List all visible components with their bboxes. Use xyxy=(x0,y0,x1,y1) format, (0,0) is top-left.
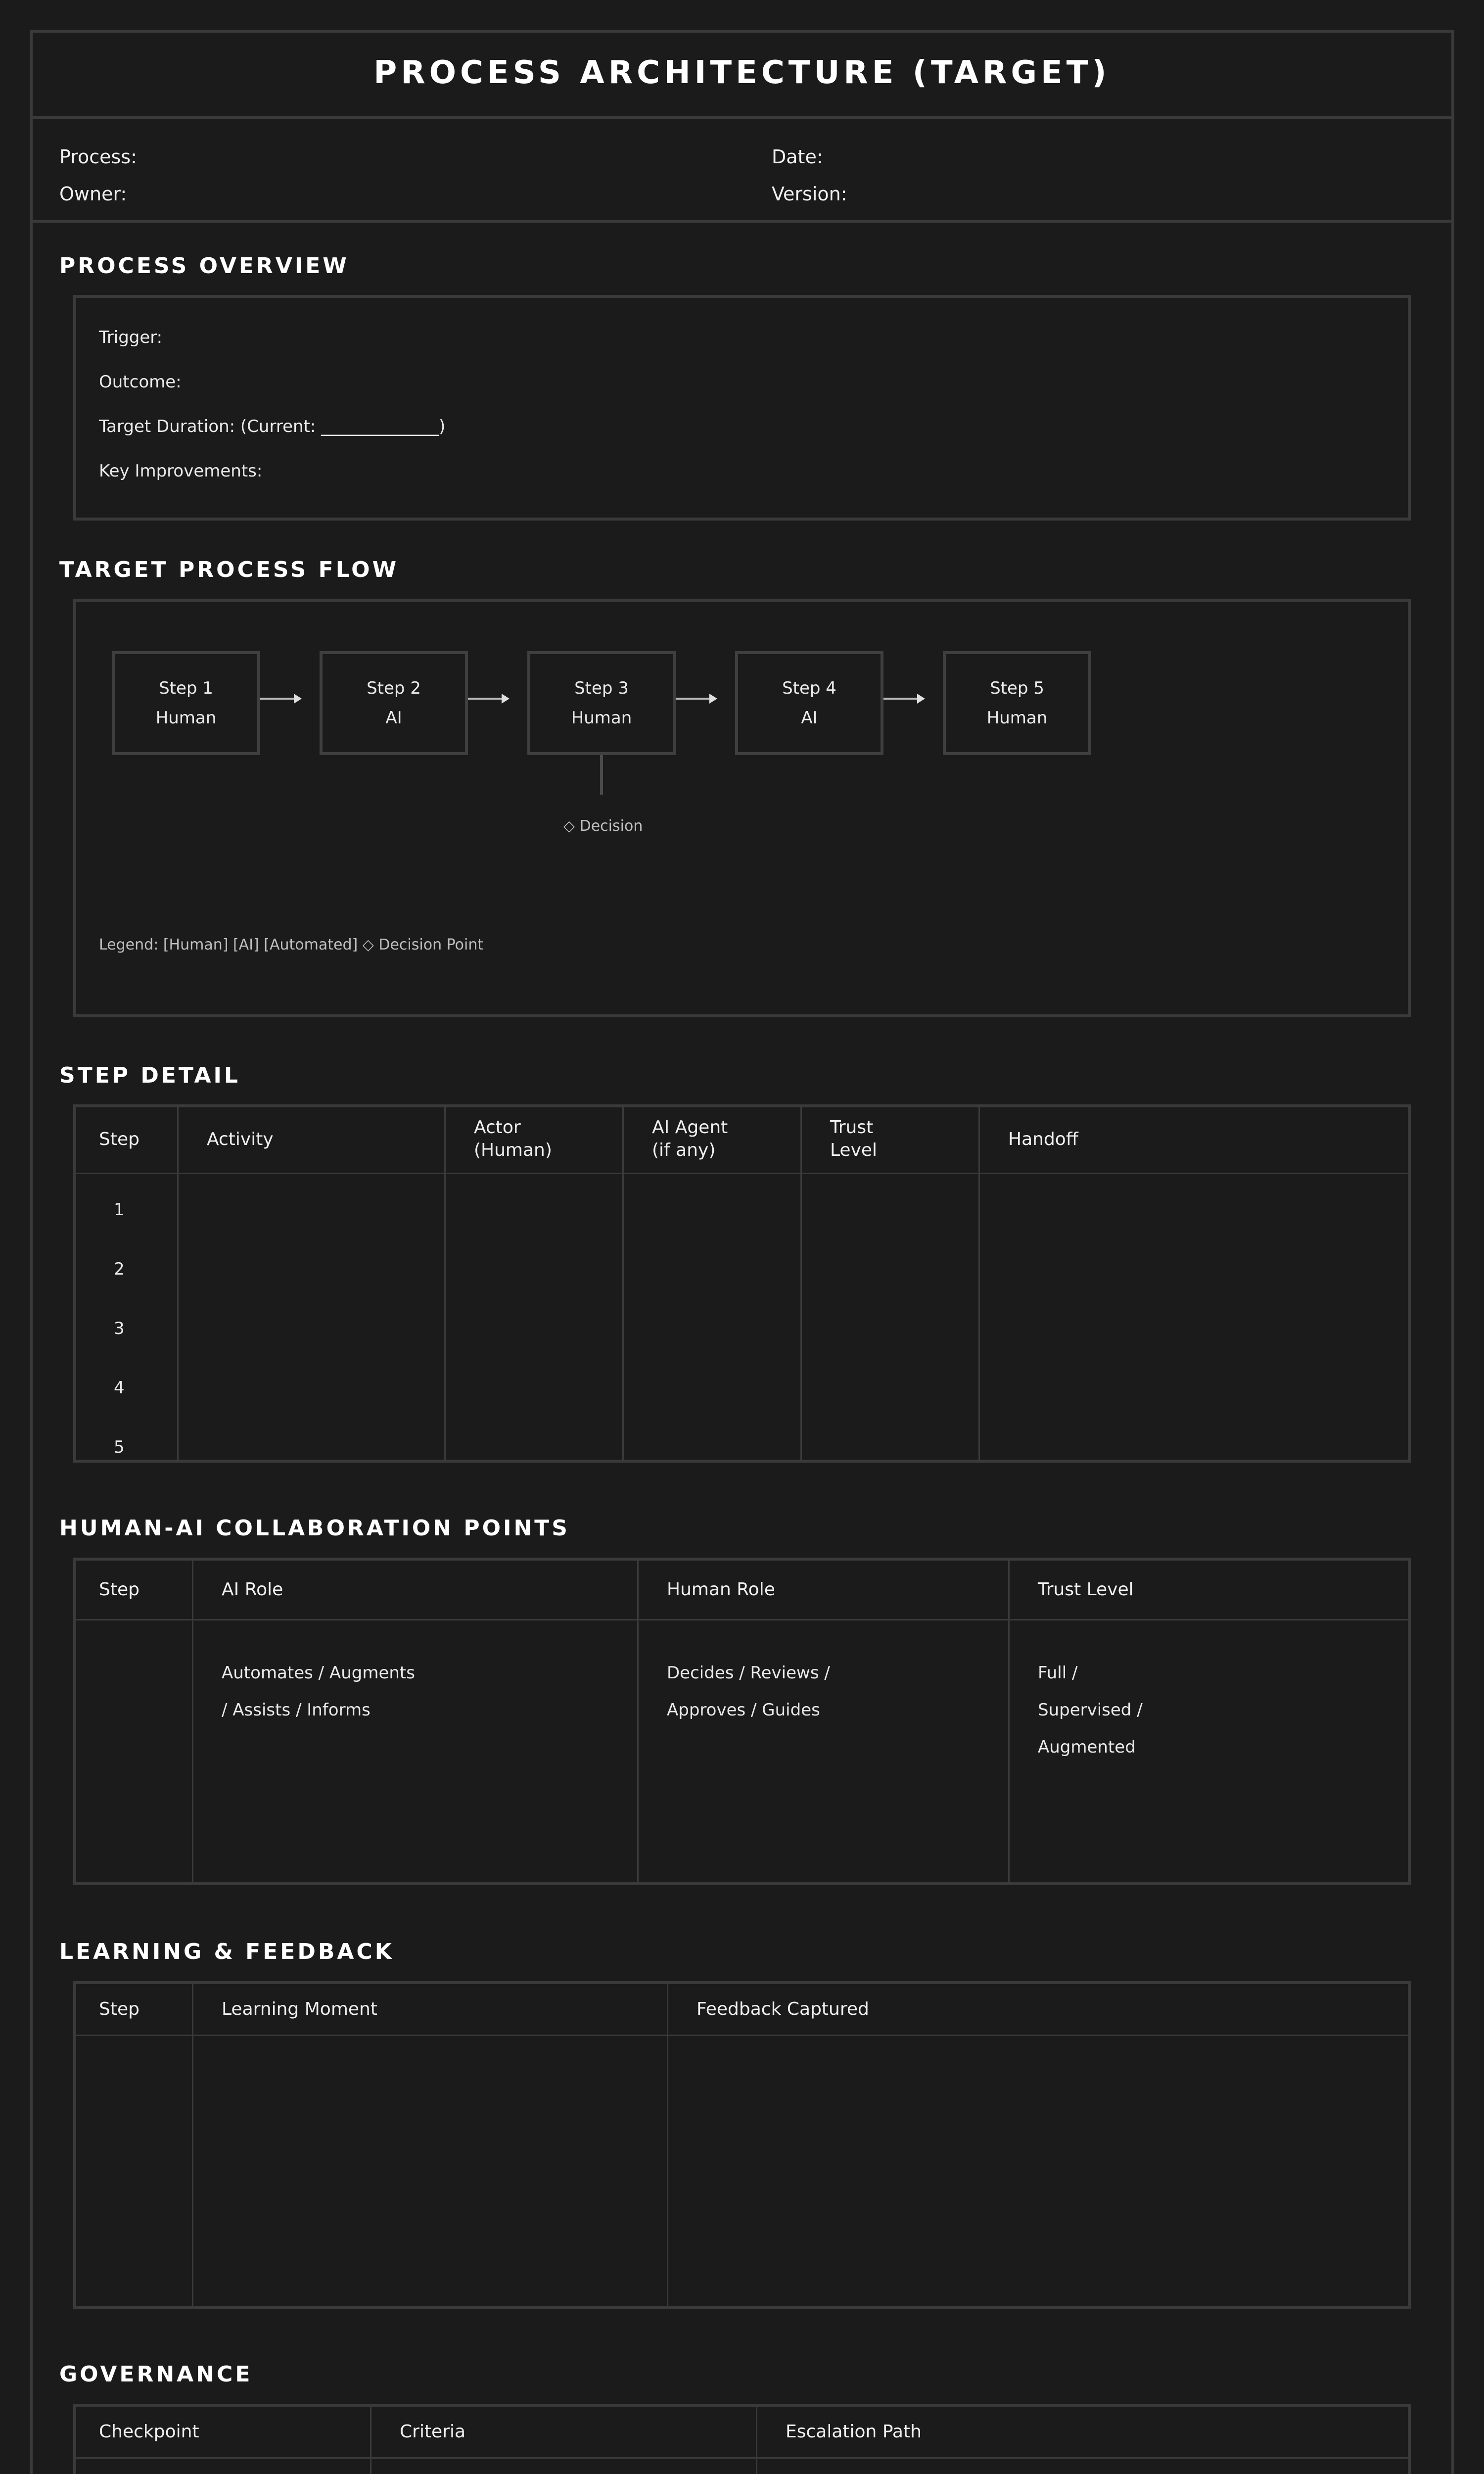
flow-step-4 xyxy=(735,651,883,755)
decision-label: ◇ Decision xyxy=(563,817,643,835)
flow-step-5-name: Step 5 xyxy=(990,678,1044,698)
process-label: Process: xyxy=(59,146,137,168)
step-detail-header-divider xyxy=(76,1173,1408,1174)
learning-col-divider xyxy=(667,1984,668,2306)
flow-legend: Legend: [Human] [AI] [Automated] ◇ Decision Point xyxy=(99,936,484,953)
key-improvements-line: Key Improvements: xyxy=(99,461,263,481)
flow-step-3-name: Step 3 xyxy=(574,678,629,698)
collab-header-human-role: Human Role xyxy=(667,1579,775,1600)
learning-title: LEARNING & FEEDBACK xyxy=(59,1939,394,1964)
flow-step-1 xyxy=(112,651,260,755)
collab-header-ai-role: AI Role xyxy=(222,1579,283,1600)
target-duration-line: Target Duration: (Current: ______________) xyxy=(99,417,446,436)
overview-box xyxy=(73,295,1411,521)
governance-table xyxy=(73,2404,1411,2474)
governance-header-escalation: Escalation Path xyxy=(786,2422,922,2442)
col-header-actor: Actor (Human) xyxy=(474,1117,552,1160)
governance-col-divider xyxy=(370,2407,371,2474)
governance-header-criteria: Criteria xyxy=(400,2422,466,2442)
step-detail-col-divider xyxy=(444,1107,446,1460)
collab-col-divider xyxy=(637,1561,639,1882)
step-row-number: 1 xyxy=(114,1200,125,1220)
step-detail-col-divider xyxy=(800,1107,802,1460)
flow-step-1-actor: Human xyxy=(155,708,217,728)
version-label: Version: xyxy=(772,183,847,205)
trust-level-text: Full / xyxy=(1038,1663,1078,1683)
step-row-number: 4 xyxy=(114,1378,125,1398)
trust-level-text: Augmented xyxy=(1038,1737,1136,1757)
collab-header-trust-level: Trust Level xyxy=(1038,1579,1134,1600)
meta-band xyxy=(30,119,1454,223)
date-label: Date: xyxy=(772,146,823,168)
flow-step-3 xyxy=(527,651,676,755)
step-detail-col-divider xyxy=(177,1107,179,1460)
step-row-number: 2 xyxy=(114,1259,125,1279)
governance-col-divider xyxy=(756,2407,757,2474)
flow-step-5 xyxy=(943,651,1091,755)
trust-level-text: Supervised / xyxy=(1038,1700,1143,1720)
ai-role-text: Automates / Augments xyxy=(222,1663,415,1683)
step-detail-table xyxy=(73,1104,1411,1463)
col-header-ai-agent: AI Agent (if any) xyxy=(652,1117,728,1160)
ai-role-text: / Assists / Informs xyxy=(222,1700,371,1720)
step-detail-col-divider xyxy=(622,1107,624,1460)
flow-step-4-actor: AI xyxy=(801,708,818,728)
trigger-line: Trigger: xyxy=(99,328,163,347)
title-band xyxy=(30,30,1454,119)
learning-col-divider xyxy=(192,1984,193,2306)
collab-col-divider xyxy=(1008,1561,1010,1882)
collab-table xyxy=(73,1558,1411,1885)
flow-step-2 xyxy=(320,651,468,755)
flow-arrow-2 xyxy=(468,698,503,700)
step-row-number: 5 xyxy=(114,1437,125,1457)
col-header-handoff: Handoff xyxy=(1008,1129,1078,1149)
col-header-step: Step xyxy=(99,1129,139,1149)
decision-connector xyxy=(600,755,603,795)
flow-arrow-3 xyxy=(676,698,710,700)
step-detail-title: STEP DETAIL xyxy=(59,1063,240,1088)
learning-table xyxy=(73,1981,1411,2309)
human-role-text: Decides / Reviews / xyxy=(667,1663,830,1683)
flow-box xyxy=(73,599,1411,1017)
step-detail-col-divider xyxy=(978,1107,980,1460)
outcome-line: Outcome: xyxy=(99,372,182,392)
flow-step-2-name: Step 2 xyxy=(367,678,421,698)
flow-arrow-4 xyxy=(883,698,918,700)
col-header-activity: Activity xyxy=(207,1129,274,1149)
page-title: PROCESS ARCHITECTURE (TARGET) xyxy=(373,54,1111,91)
learning-header-step: Step xyxy=(99,1999,139,2019)
collab-col-divider xyxy=(192,1561,193,1882)
flow-step-3-actor: Human xyxy=(571,708,632,728)
flow-step-2-actor: AI xyxy=(385,708,402,728)
flow-step-4-name: Step 4 xyxy=(782,678,836,698)
collab-header-step: Step xyxy=(99,1579,139,1600)
human-role-text: Approves / Guides xyxy=(667,1700,820,1720)
collab-header-divider xyxy=(76,1619,1408,1620)
flow-title: TARGET PROCESS FLOW xyxy=(59,557,399,582)
learning-header-feedback: Feedback Captured xyxy=(696,1999,869,2019)
learning-header-divider xyxy=(76,2035,1408,2036)
flow-step-5-actor: Human xyxy=(986,708,1048,728)
governance-title: GOVERNANCE xyxy=(59,2362,253,2387)
step-row-number: 3 xyxy=(114,1319,125,1338)
overview-title: PROCESS OVERVIEW xyxy=(59,253,349,279)
governance-header-checkpoint: Checkpoint xyxy=(99,2422,199,2442)
learning-header-moment: Learning Moment xyxy=(222,1999,377,2019)
flow-arrow-1 xyxy=(260,698,295,700)
governance-header-divider xyxy=(76,2457,1408,2459)
flow-step-1-name: Step 1 xyxy=(159,678,213,698)
collab-title: HUMAN-AI COLLABORATION POINTS xyxy=(59,1516,570,1541)
owner-label: Owner: xyxy=(59,183,127,205)
col-header-trust-level: Trust Level xyxy=(830,1117,878,1160)
